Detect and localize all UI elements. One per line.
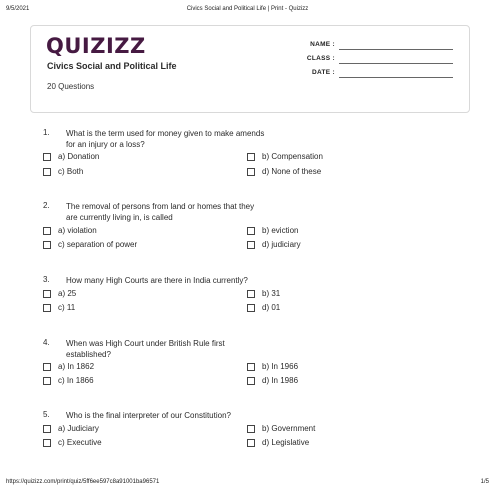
class-line	[339, 63, 453, 64]
quiz-title: Civics Social and Political Life	[47, 61, 177, 71]
date-field[interactable]	[293, 69, 453, 81]
question-text	[66, 201, 306, 223]
date-label: DATE :	[312, 69, 335, 76]
print-header	[6, 6, 489, 16]
question-text	[66, 275, 366, 286]
checkbox[interactable]	[247, 168, 255, 176]
checkbox[interactable]	[247, 439, 255, 447]
question-line: When was High Court under British Rule first	[66, 339, 225, 348]
checkbox[interactable]	[247, 227, 255, 235]
checkbox[interactable]	[43, 425, 51, 433]
question-text	[66, 128, 306, 150]
question-line: for an injury or a loss?	[66, 140, 145, 149]
checkbox[interactable]	[43, 241, 51, 249]
question-text	[66, 338, 306, 360]
name-field[interactable]	[293, 41, 453, 53]
checkbox[interactable]	[43, 439, 51, 447]
checkbox[interactable]	[43, 377, 51, 385]
question-number: 3.	[43, 275, 50, 284]
print-footer	[6, 479, 489, 489]
question-line: Who is the final interpreter of our Constitution?	[66, 411, 231, 420]
checkbox[interactable]	[247, 290, 255, 298]
checkbox[interactable]	[43, 227, 51, 235]
question-text	[66, 410, 366, 421]
page-number: 1/5	[480, 479, 489, 485]
checkbox[interactable]	[247, 377, 255, 385]
question-line: The removal of persons from land or homes that they	[66, 202, 255, 211]
name-line	[339, 49, 453, 50]
checkbox[interactable]	[43, 290, 51, 298]
class-label: CLASS :	[306, 55, 335, 62]
quizizz-logo: QUIZIZZ	[46, 34, 146, 58]
question-line: established?	[66, 350, 111, 359]
question-line: are currently living in, is called	[66, 213, 173, 222]
question-line: What is the term used for money given to make amends	[66, 129, 265, 138]
checkbox[interactable]	[247, 241, 255, 249]
checkbox[interactable]	[43, 153, 51, 161]
print-title: Civics Social and Political Life | Print - Quizizz	[186, 6, 309, 12]
name-label: NAME :	[310, 41, 335, 48]
question-number: 2.	[43, 201, 50, 210]
checkbox[interactable]	[247, 304, 255, 312]
question-count: 20 Questions	[47, 82, 95, 91]
checkbox[interactable]	[43, 363, 51, 371]
class-field[interactable]	[293, 55, 453, 67]
question-number: 5.	[43, 410, 50, 419]
date-line	[339, 77, 453, 78]
checkbox[interactable]	[247, 425, 255, 433]
print-date: 9/5/2021	[6, 6, 30, 12]
question-line: How many High Courts are there in India currently?	[66, 276, 248, 285]
checkbox[interactable]	[43, 168, 51, 176]
checkbox[interactable]	[247, 363, 255, 371]
checkbox[interactable]	[247, 153, 255, 161]
worksheet-header-card	[30, 25, 470, 113]
question-number: 1.	[43, 128, 50, 137]
print-url: https://quizizz.com/print/quiz/5ff6ee597c8a91001ba96571	[6, 479, 160, 485]
question-number: 4.	[43, 338, 50, 347]
checkbox[interactable]	[43, 304, 51, 312]
